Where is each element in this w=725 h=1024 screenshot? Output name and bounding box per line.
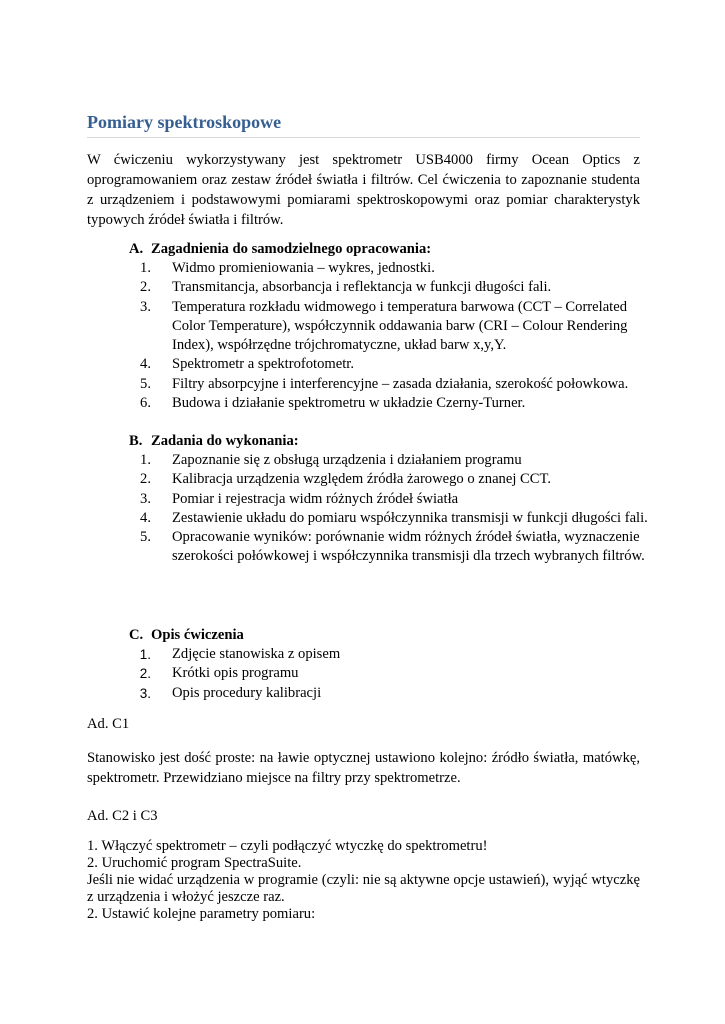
list-item: 2. Kalibracja urządzenia względem źródła żarowego o znanej CCT.	[140, 471, 551, 488]
list-item: 1. Zapoznanie się z obsługą urządzenia i działaniem programu	[140, 452, 522, 468]
ad-c2c3-line-2: 2. Uruchomić program SpectraSuite.	[87, 855, 302, 871]
section-c-title: Opis ćwiczenia	[151, 627, 244, 643]
list-item: 6. Budowa i działanie spektrometru w układzie Czerny-Turner.	[140, 395, 526, 412]
list-item: 3. Pomiar i rejestracja widm różnych źródeł światła	[140, 490, 459, 507]
section-a-title: Zagadnienia do samodzielnego opracowania:	[151, 241, 432, 257]
ad-c2c3-line-1: 1. Włączyć spektrometr – czyli podłączyć wtyczkę do spektrometru!	[87, 838, 488, 854]
list-item: 5. Opracowanie wyników: porównanie widm różnych źródeł światła, wyznaczenie szerokości połówkowej i współczynnika transmisji dla trzech wybranych filtrów.	[140, 529, 645, 565]
section-a-heading	[129, 240, 649, 259]
list-item: 2. Transmitancja, absorbancja i reflektancja w funkcji długości fali.	[140, 279, 552, 296]
section-c-heading	[129, 626, 649, 645]
ad-c2c3-line-3: Jeśli nie widać urządzenia w programie (czyli: nie są aktywne opcje ustawień), wyjąć wtyczkę z urządzenia i włożyć jeszcze raz.	[87, 872, 640, 905]
list-item: 4. Zestawienie układu do pomiaru współczynnika transmisji w funkcji długości fali.	[140, 509, 648, 526]
section-b-heading	[129, 432, 649, 451]
section-c-letter: C.	[129, 627, 144, 643]
ad-c1-heading: Ad. C1	[87, 716, 130, 732]
ad-c2c3-heading: Ad. C2 i C3	[87, 808, 158, 824]
section-a-letter: A.	[129, 241, 144, 257]
section-b	[129, 432, 649, 567]
section-a	[129, 240, 649, 413]
section-b-letter: B.	[129, 433, 143, 449]
list-item: 1. Widmo promieniowania – wykres, jednostki.	[140, 260, 435, 276]
section-b-list	[129, 451, 649, 567]
list-item: 4. Spektrometr a spektrofotometr.	[140, 356, 354, 373]
intro-paragraph: W ćwiczeniu wykorzystywany jest spektrometr USB4000 firmy Ocean Optics z oprogramowaniem oraz zestaw źródeł światła i filtrów. Cel ćwiczenia to zapoznanie studenta z urządzeniem i podstawowymi pomiarami spektroskopowymi oraz pomiar charakterystyk typowych źródeł światła i filtrów.	[87, 152, 640, 228]
section-c	[129, 626, 649, 703]
list-item: 3. Temperatura rozkładu widmowego i temperatura barwowa (CCT – Correlated Color Temperature), współczynnik oddawania barw (CRI – Colour Rendering Index), współrzędne trójchromatyczne, układ barw x,y,Y.	[140, 298, 628, 354]
list-item: 1. Zdjęcie stanowiska z opisem	[139, 646, 341, 662]
list-item: 3. Opis procedury kalibracji	[139, 684, 322, 701]
list-item: 5. Filtry absorpcyjne i interferencyjne – zasada działania, szerokość połowkowa.	[140, 375, 629, 392]
ad-c2c3-line-4: 2. Ustawić kolejne parametry pomiaru:	[87, 906, 316, 922]
list-item: 2. Krótki opis programu	[139, 665, 299, 682]
section-b-title: Zadania do wykonania:	[151, 433, 299, 449]
page-title: Pomiary spektroskopowe	[87, 112, 640, 138]
ad-c1-paragraph: Stanowisko jest dość proste: na ławie optycznej ustawiono kolejno: źródło światła, matówkę, spektrometr. Przewidziano miejsce na filtry przy spektrometrze.	[87, 750, 640, 786]
section-a-list	[129, 259, 649, 413]
section-c-list	[129, 645, 649, 703]
